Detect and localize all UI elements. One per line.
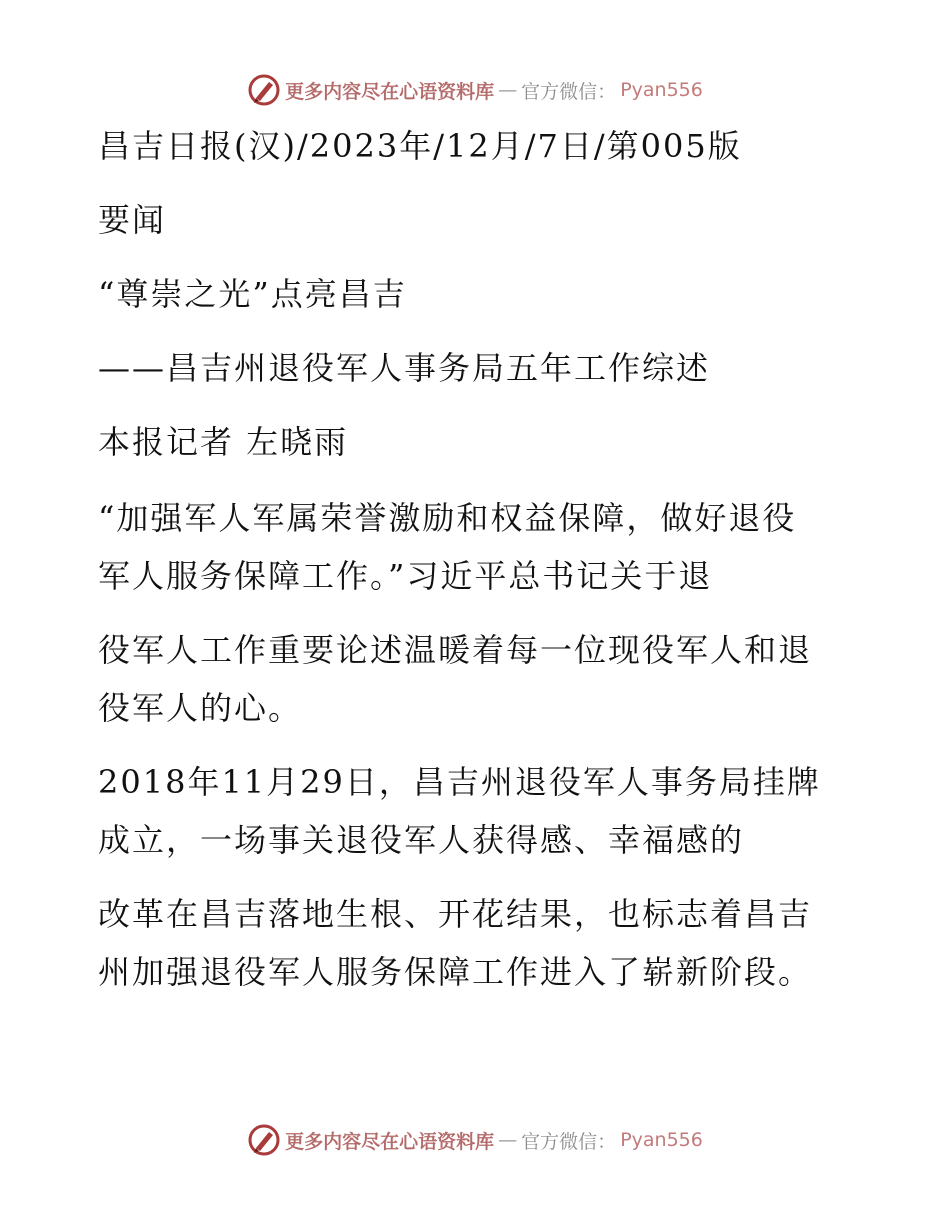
source-line: 昌吉日报(汉)/2023年/12月/7日/第005版 xyxy=(98,127,742,165)
byline: 本报记者 左晓雨 xyxy=(98,423,349,461)
section-label: 要闻 xyxy=(98,201,167,239)
paragraph-line: 役军人的心。 xyxy=(98,689,303,727)
article-title: “尊崇之光”点亮昌吉 xyxy=(98,275,407,313)
watermark-dash: — xyxy=(498,1129,518,1151)
watermark-label: 官方微信： xyxy=(521,80,617,103)
watermark-wechat-id: Pyan556 xyxy=(620,79,703,101)
paragraph-line: 成立，一场事关退役军人获得感、幸福感的 xyxy=(98,821,745,859)
paragraph-line: 2018年11月29日，昌吉州退役军人事务局挂牌 xyxy=(98,763,821,801)
paragraph-line: “加强军人军属荣誉激励和权益保障，做好退役 xyxy=(98,499,797,537)
pen-logo-icon xyxy=(247,1123,281,1157)
watermark-dash: — xyxy=(498,79,518,101)
watermark-header xyxy=(0,70,950,110)
watermark-text: 更多内容尽在心语资料库 xyxy=(285,1130,495,1153)
pen-logo-icon xyxy=(247,73,281,107)
paragraph-line: 军人服务保障工作。”习近平总书记关于退 xyxy=(98,557,713,595)
paragraph-line: 州加强退役军人服务保障工作进入了崭新阶段。 xyxy=(98,953,813,991)
paragraph-line: 役军人工作重要论述温暖着每一位现役军人和退 xyxy=(98,631,813,669)
watermark-text: 更多内容尽在心语资料库 xyxy=(285,80,495,103)
watermark-label: 官方微信： xyxy=(521,1130,617,1153)
watermark-wechat-id: Pyan556 xyxy=(620,1129,703,1151)
article-subtitle: ——昌吉州退役军人事务局五年工作综述 xyxy=(98,349,711,387)
paragraph-line: 改革在昌吉落地生根、开花结果，也标志着昌吉 xyxy=(98,895,813,933)
watermark-footer xyxy=(0,1120,950,1160)
